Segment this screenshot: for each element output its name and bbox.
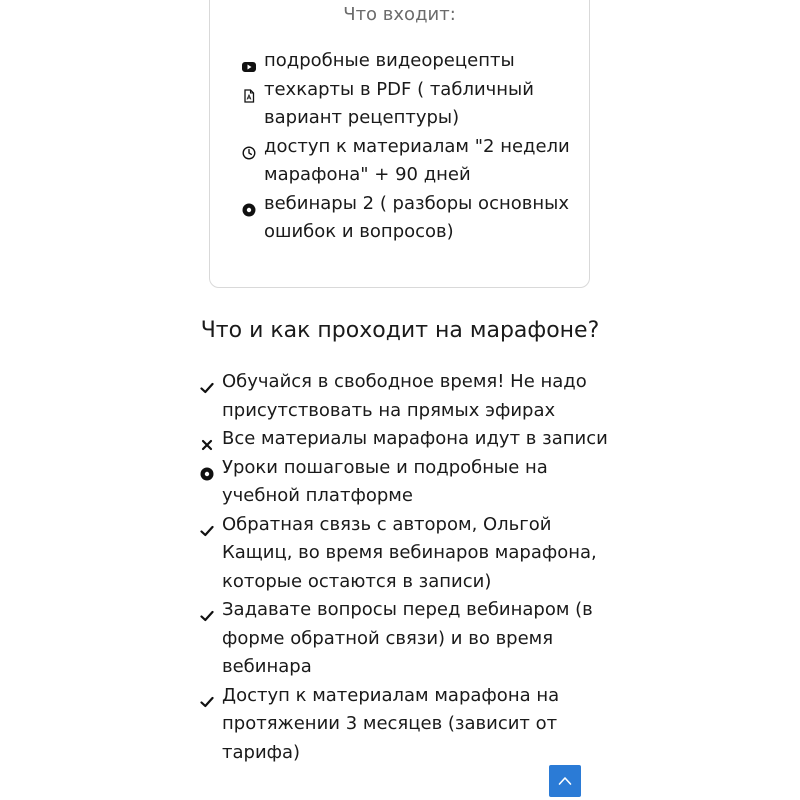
included-card <box>209 0 590 288</box>
list-item: Все материалы марафона идут в записи <box>200 425 610 454</box>
list-item: подробные видеорецепты <box>242 47 587 76</box>
check-icon <box>200 690 214 704</box>
included-title: Что входит: <box>343 4 456 25</box>
included-list <box>242 47 587 247</box>
check-icon <box>200 604 214 618</box>
pdf-file-icon <box>242 84 256 98</box>
marathon-list <box>200 368 610 767</box>
chevron-up-icon <box>557 773 573 789</box>
dot-circle-icon <box>242 198 256 212</box>
list-item: Доступ к материалам марафона на протяжении 3 месяцев (зависит от тарифа) <box>200 682 610 768</box>
list-item: вебинары 2 ( разборы основных ошибок и вопросов) <box>242 190 587 247</box>
list-item: техкарты в PDF ( табличный вариант рецептуры) <box>242 76 587 133</box>
list-item: Обучайся в свободное время! Не надо присутcтвовать на прямых эфирах <box>200 368 610 425</box>
list-item: Обратная связь с автором, Ольгой Кащиц, во время вебинаров марафона, которые остаются в записи) <box>200 511 610 597</box>
scroll-to-top-button[interactable] <box>549 765 581 797</box>
youtube-icon <box>242 55 256 69</box>
check-icon <box>200 519 214 533</box>
list-item: Уроки пошаговые и подробные на учебной платформе <box>200 454 610 511</box>
list-item: Задавате вопросы перед вебинаром (в форме обратной связи) и во время вебинара <box>200 596 610 682</box>
cross-icon <box>200 433 214 447</box>
list-item: доступ к материалам "2 недели марафона" + 90 дней <box>242 133 587 190</box>
check-icon <box>200 376 214 390</box>
clock-icon <box>242 141 256 155</box>
marathon-title: Что и как проходит на марафоне? <box>200 318 600 343</box>
dot-circle-icon <box>200 462 214 476</box>
